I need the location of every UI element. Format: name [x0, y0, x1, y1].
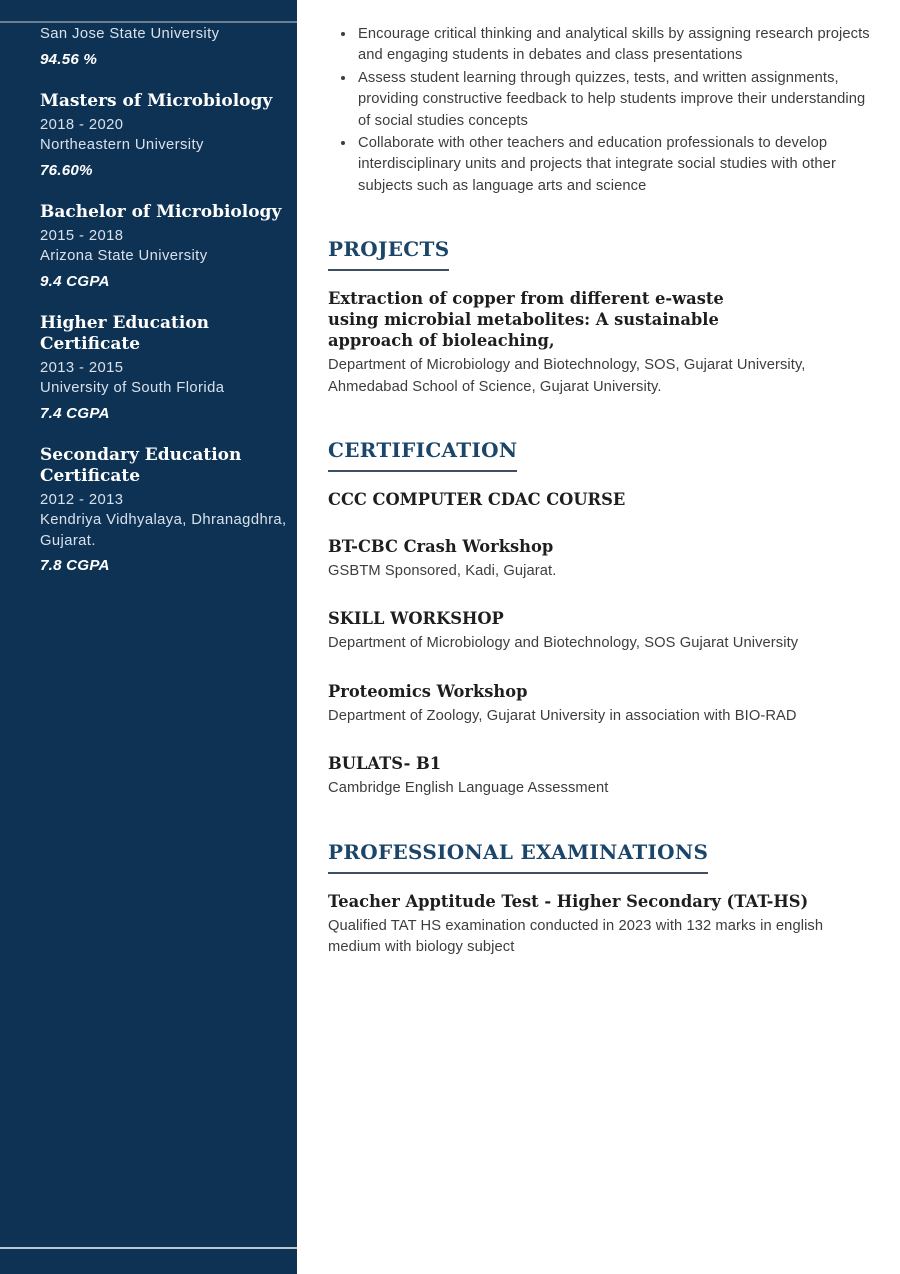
examination-title: Teacher Apptitude Test - Higher Secondary (TAT-HS)	[328, 891, 809, 911]
projects-heading: PROJECTS	[328, 238, 449, 271]
certification-title: Proteomics Workshop	[328, 681, 528, 701]
education-entry	[40, 313, 290, 422]
certification-item	[328, 681, 876, 727]
project-description: Department of Microbiology and Biotechnology, SOS, Gujarat University, Ahmedabad School of Science, Gujarat University.	[328, 357, 806, 395]
certification-section	[328, 439, 876, 800]
education-degree: Bachelor of Microbiology	[40, 201, 282, 222]
certification-title: BT-CBC Crash Workshop	[328, 537, 554, 557]
education-entry	[40, 24, 290, 68]
education-entry	[40, 445, 290, 575]
education-degree: Higher Education Certificate	[40, 312, 210, 354]
certification-subtitle: Cambridge English Language Assessment	[328, 780, 609, 797]
certification-title: SKILL WORKSHOP	[328, 609, 504, 629]
professional-examinations-section	[328, 841, 876, 959]
responsibility-bullet: • Collaborate with other teachers and education professionals to develop interdisciplinary units and projects that integrate social studies with other subjects such as language arts and science	[356, 132, 876, 197]
page-break-line-bottom	[0, 1247, 297, 1249]
responsibilities-list	[328, 23, 876, 197]
project-item	[328, 288, 876, 398]
education-dates: 2012 - 2013	[40, 491, 124, 508]
education-degree: Secondary Education Certificate	[40, 444, 242, 486]
project-title: Extraction of copper from different e-waste using microbial metabolites: A sustainable approach of bioleaching,	[328, 289, 724, 351]
examination-item	[328, 891, 876, 959]
certification-item	[328, 753, 876, 799]
sidebar	[0, 0, 297, 1274]
education-score: 7.4 CGPA	[40, 404, 110, 422]
education-score: 7.8 CGPA	[40, 557, 110, 574]
education-entry	[40, 202, 290, 290]
certification-subtitle: Department of Zoology, Gujarat University in association with BIO-RAD	[328, 707, 797, 724]
professional-examinations-heading: PROFESSIONAL EXAMINATIONS	[328, 841, 708, 874]
certification-title: BULATS- B1	[328, 754, 442, 774]
education-school: Kendriya Vidhyalaya, Dhranagdhra, Gujarat.	[40, 512, 287, 549]
education-school: Arizona State University	[40, 248, 208, 264]
certification-body	[328, 489, 876, 800]
main-content	[328, 0, 876, 959]
education-dates: 2018 - 2020	[40, 116, 124, 133]
education-school: Northeastern University	[40, 137, 204, 153]
education-score: 9.4 CGPA	[40, 272, 110, 290]
education-degree: Masters of Microbiology	[40, 90, 273, 111]
education-score: 76.60%	[40, 161, 93, 179]
certification-subtitle: GSBTM Sponsored, Kadi, Gujarat.	[328, 563, 557, 580]
education-entry	[40, 91, 290, 179]
examination-description: Qualified TAT HS examination conducted in 2023 with 132 marks in english medium with biology subject	[328, 917, 824, 956]
education-dates: 2013 - 2015	[40, 359, 124, 376]
education-school: University of South Florida	[40, 380, 225, 396]
responsibility-bullet: • Encourage critical thinking and analytical skills by assigning research projects and engaging students in debates and class presentations	[356, 23, 876, 67]
projects-body	[328, 288, 876, 398]
page-break-line-top	[0, 21, 297, 23]
certification-item	[328, 489, 876, 510]
certification-item	[328, 536, 876, 582]
certification-item	[328, 608, 876, 654]
professional-examinations-body	[328, 891, 876, 959]
certification-title: CCC COMPUTER CDAC COURSE	[328, 490, 626, 510]
certification-subtitle: Department of Microbiology and Biotechnology, SOS Gujarat University	[328, 635, 799, 652]
education-list	[40, 24, 290, 597]
education-school: San Jose State University	[40, 26, 220, 42]
projects-section	[328, 238, 876, 398]
education-score: 94.56 %	[40, 50, 98, 68]
certification-heading: CERTIFICATION	[328, 439, 517, 472]
education-dates: 2015 - 2018	[40, 227, 124, 244]
responsibility-bullet: • Assess student learning through quizzes, tests, and written assignments, providing constructive feedback to help students improve their understanding of social studies concepts	[356, 67, 876, 132]
